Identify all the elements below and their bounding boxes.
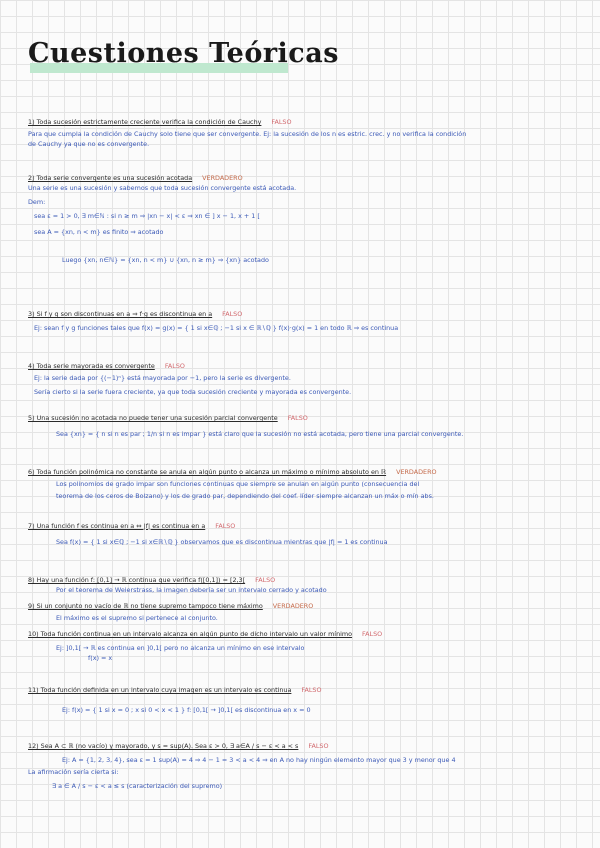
question-text: 12) Sea A ⊂ ℝ (no vacío) y mayorado, y s = sup(A). Sea ε > 0, ∃ a∈A / s − ε < a < s bbox=[28, 742, 299, 750]
answer-line: teorema de los ceros de Bolzano) y los de grado par, dependiendo del coef. líder siempre alcanzan un máx o mín abs. bbox=[56, 492, 434, 500]
answer-line: Dem: bbox=[28, 198, 46, 206]
verdict-badge: FALSO bbox=[215, 522, 236, 530]
verdict-badge: FALSO bbox=[255, 576, 276, 584]
verdict-badge: FALSO bbox=[301, 686, 322, 694]
question-text: 4) Toda serie mayorada es convergente bbox=[28, 362, 155, 370]
question-text: 1) Toda sucesión estrictamente creciente verifica la condición de Cauchy bbox=[28, 118, 262, 126]
question-8 bbox=[28, 576, 275, 584]
question-text: 5) Una sucesión no acotada no puede tener una sucesión parcial convergente bbox=[28, 414, 278, 422]
question-text: 8) Hay una función f: [0,1] → ℝ continua que verifica f([0,1]) = [2,3[ bbox=[28, 576, 246, 584]
question-9 bbox=[28, 602, 313, 610]
question-text: 11) Toda función definida en un intervalo cuya imagen es un intervalo es continua bbox=[28, 686, 292, 694]
question-text: 9) Si un conjunto no vacío de ℝ no tiene supremo tampoco tiene máximo bbox=[28, 602, 263, 610]
answer-line: sea A = {xn, n < m} es finito ⇒ acotado bbox=[34, 228, 164, 236]
question-6 bbox=[28, 468, 437, 476]
question-1 bbox=[28, 118, 292, 126]
question-3 bbox=[28, 310, 242, 318]
answer-line: Sería cierto si la serie fuera creciente, ya que toda sucesión creciente y mayorada es convergente. bbox=[34, 388, 352, 396]
answer-line: f(x) = x bbox=[88, 654, 113, 662]
verdict-badge: FALSO bbox=[287, 414, 308, 422]
answer-line: Ej: sean f y g funciones tales que f(x) = g(x) = { 1 si x∈ℚ ; −1 si x ∈ ℝ∖ℚ } f(x)·g(x) = 1 en todo ℝ ⇒ es continua bbox=[34, 324, 399, 332]
verdict-badge: FALSO bbox=[308, 742, 329, 750]
answer-line: ∃ a ∈ A / s − ε < a ≤ s (caracterización del supremo) bbox=[52, 782, 223, 790]
answer-line: Los polinomios de grado impar son funciones continuas que siempre se anulan en algún punto (consecuencia del bbox=[56, 480, 420, 488]
question-text: 3) Si f y g son discontinuas en a ⇒ f·g es discontinua en a bbox=[28, 310, 213, 318]
question-text: 7) Una función f es continua en a ⇔ |f| es continua en a bbox=[28, 522, 206, 530]
question-11 bbox=[28, 686, 322, 694]
verdict-badge: FALSO bbox=[271, 118, 292, 126]
verdict-badge: VERDADERO bbox=[202, 174, 243, 182]
question-4 bbox=[28, 362, 185, 370]
question-text: 10) Toda función continua en un intervalo alcanza en algún punto de dicho intervalo un valor mínimo bbox=[28, 630, 353, 638]
question-5 bbox=[28, 414, 308, 422]
answer-line: Sea {xn} = { n si n es par ; 1/n si n es impar } está claro que la sucesión no está acotada, pero tiene una parcial convergente. bbox=[56, 430, 464, 438]
answer-line: Sea f(x) = { 1 si x∈ℚ ; −1 si x∈ℝ∖ℚ } observamos que es discontinua mientras que |f| = 1 es continua bbox=[56, 538, 388, 546]
answer-line: Luego {xn, n∈ℕ} = {xn, n < m} ∪ {xn, n ≥ m} ⇒ {xn} acotado bbox=[62, 256, 269, 264]
question-12 bbox=[28, 742, 329, 750]
question-text: 6) Toda función polinómica no constante se anula en algún punto o alcanza un máximo o mínimo absoluto en ℝ bbox=[28, 468, 387, 476]
verdict-badge: FALSO bbox=[222, 310, 243, 318]
answer-line: sea ε = 1 > 0, ∃ m∈ℕ : si n ≥ m ⇒ |xn − x| < ε ⇒ xn ∈ ] x − 1, x + 1 [ bbox=[34, 212, 260, 220]
question-7 bbox=[28, 522, 235, 530]
answer-line: Para que cumpla la condición de Cauchy solo tiene que ser convergente. Ej: la sucesión de los n es estric. crec. y no verifica la condición bbox=[28, 130, 467, 138]
verdict-badge: FALSO bbox=[164, 362, 185, 370]
verdict-badge: FALSO bbox=[362, 630, 383, 638]
page-title: Cuestiones Teóricas bbox=[28, 38, 339, 69]
answer-line: La afirmación sería cierta si: bbox=[28, 768, 119, 776]
question-text: 2) Toda serie convergente es una sucesión acotada bbox=[28, 174, 193, 182]
title-block bbox=[28, 38, 339, 69]
question-10 bbox=[28, 630, 382, 638]
answer-line: Ej: ]0,1[ → ℝ es continua en ]0,1[ pero no alcanza un mínimo en ese intervalo bbox=[56, 644, 305, 652]
question-2 bbox=[28, 174, 243, 182]
answer-line: Por el teorema de Weierstrass, la imagen debería ser un intervalo cerrado y acotado bbox=[56, 586, 327, 594]
answer-line: Ej: f(x) = { 1 si x = 0 ; x si 0 < x < 1 } f: [0,1[ → ]0,1[ es discontinua en x = 0 bbox=[62, 706, 311, 714]
verdict-badge: VERDADERO bbox=[396, 468, 437, 476]
answer-line: Ej: A = {1, 2, 3, 4}, sea ε = 1 sup(A) = 4 ⇒ 4 − 1 = 3 < a < 4 ⇒ en A no hay ningún elemento mayor que 3 y menor que 4 bbox=[62, 756, 456, 764]
answer-line: Una serie es una sucesión y sabemos que toda sucesión convergente está acotada. bbox=[28, 184, 297, 192]
answer-line: El máximo es el supremo si pertenece al conjunto. bbox=[56, 614, 218, 622]
answer-line: Ej: la serie dada por {(−1)ⁿ} está mayorada por −1, pero la serie es divergente. bbox=[34, 374, 291, 382]
answer-line: de Cauchy ya que no es convergente. bbox=[28, 140, 150, 148]
verdict-badge: VERDADERO bbox=[272, 602, 314, 610]
